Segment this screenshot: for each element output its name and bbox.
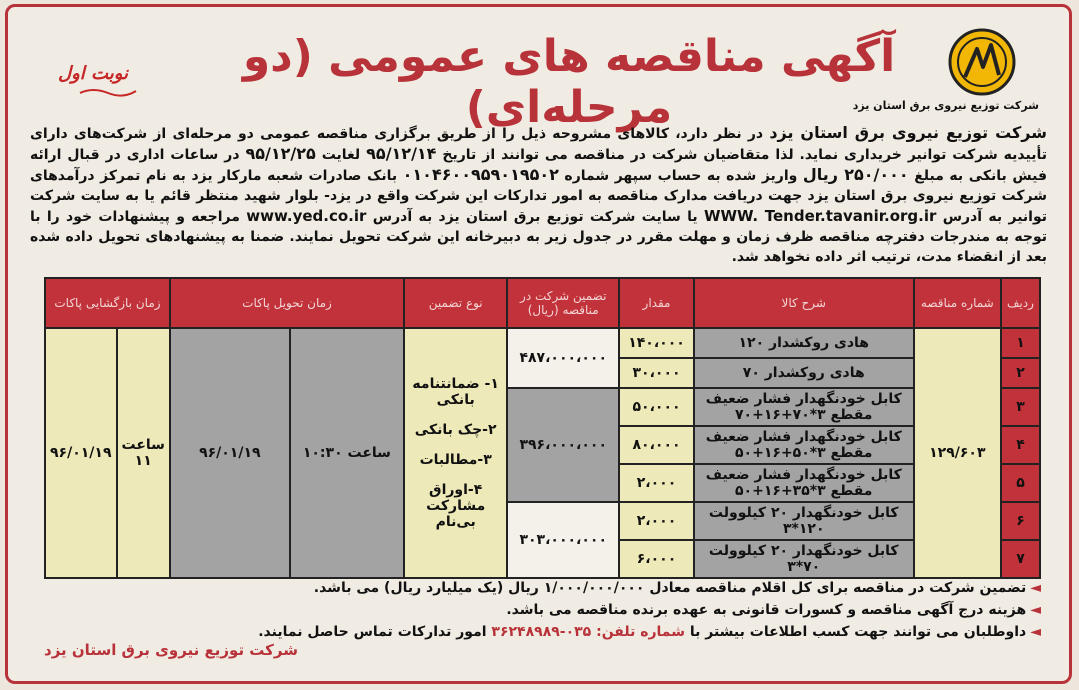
item-description: کابل خودنگهدار فشار ضعیف مقطع ۳*۳۵+۱۶+۵۰ <box>694 464 914 502</box>
intro-company: شرکت توزیع نیروی برق استان یزد <box>769 123 1047 142</box>
intro-text-4: واریز شده به حساب سپهر شماره <box>558 168 803 184</box>
date-to: ۹۵/۱۲/۲۵ <box>245 144 316 163</box>
header-guarantee-type: نوع تضمین <box>404 278 507 328</box>
tender-number: ۱۲۹/۶۰۳ <box>914 328 1001 578</box>
guarantee-amount: ۳۹۶،۰۰۰،۰۰۰ <box>507 388 619 502</box>
intro-text-6: یا سایت شرکت توزیع برق استان یزد به آدرس <box>366 209 704 225</box>
header-opening: زمان بازگشایی پاکات <box>45 278 170 328</box>
guarantee-amount: ۳۰۳،۰۰۰،۰۰۰ <box>507 502 619 578</box>
item-quantity: ۶،۰۰۰ <box>619 540 694 578</box>
bullet-icon: ◄ <box>1030 580 1041 596</box>
guarantee-amount: ۴۸۷،۰۰۰،۰۰۰ <box>507 328 619 388</box>
header-description: شرح کالا <box>694 278 914 328</box>
row-num: ۶ <box>1001 502 1040 540</box>
item-quantity: ۲،۰۰۰ <box>619 502 694 540</box>
header-delivery: زمان تحویل پاکات <box>170 278 404 328</box>
yed-site-link[interactable]: www.yed.co.ir <box>246 207 367 225</box>
tender-table <box>44 277 1041 579</box>
bullet-icon: ◄ <box>1030 624 1041 640</box>
badge-underline-icon <box>78 87 138 97</box>
date-from: ۹۵/۱۲/۱۴ <box>366 144 437 163</box>
footer-note <box>30 621 1041 643</box>
item-quantity: ۱۴۰،۰۰۰ <box>619 328 694 358</box>
item-description: هادی روکشدار ۱۲۰ <box>694 328 914 358</box>
fee-amount: ۲۵۰/۰۰۰ ریال <box>802 165 909 184</box>
guarantee-type-item: ۱- ضمانتنامه بانکی <box>412 376 499 408</box>
header-quantity: مقدار <box>619 278 694 328</box>
intro-text-7: مراجعه و پیشنهادات خود را با توجه به مندرجات دفترچه مناقصه ظرف زمان و مهلت مقرر در جدول زیر به دبیرخانه این شرکت تحویل نمایند. ضمنا به پیشنهادهای تحویل داده شده بعد از انقضاء مدت، ترتیب اثر داده نخواهد شد. <box>30 209 1047 265</box>
table-header-row <box>45 278 1040 328</box>
opening-time: ساعت ۱۱ <box>117 328 170 578</box>
intro-text-1: در نظر دارد، کالاهای مشروحه ذیل را از طریق برگزاری مناقصه عمومی دو مرحله‌ای از شرکت‌های دارای تأییدیه شرکت توانیر خریداری نماید. لذا متقاضیان شرکت در مناقصه می توانند از تاریخ <box>30 126 1047 163</box>
tavanir-site-link[interactable]: WWW. Tender.tavanir.org.ir <box>703 207 937 225</box>
footer-notes <box>30 577 1041 643</box>
company-logo-icon <box>947 27 1017 97</box>
row-num: ۱ <box>1001 328 1040 358</box>
intro-text-5: بانک صادرات شعبه مارکار یزد به نام تمرکز درآمدهای شرکت توزیع نیروی برق استان یزد جهت دریافت مدارک مناقصه به امور تدارکات این شرکت واقع در یزد- بلوار شهید منتظر قائم یا به سایت شرکت توانیر به آدرس <box>30 168 1047 225</box>
header-tender-no: شماره مناقصه <box>914 278 1001 328</box>
item-description: هادی روکشدار ۷۰ <box>694 358 914 388</box>
row-num: ۷ <box>1001 540 1040 578</box>
footer-note <box>30 599 1041 621</box>
signature: شرکت توزیع نیروی برق استان یزد <box>44 641 298 659</box>
opening-date: ۹۶/۰۱/۱۹ <box>45 328 117 578</box>
item-quantity: ۲،۰۰۰ <box>619 464 694 502</box>
delivery-time: ساعت ۱۰:۳۰ <box>290 328 404 578</box>
footer-note-text: هزینه درج آگهی مناقصه و کسورات قانونی به عهده برنده مناقصه می باشد. <box>506 602 1027 618</box>
phone-number[interactable]: شماره تلفن: ۰۳۵-۳۶۲۴۸۹۸۹ <box>491 624 685 640</box>
guarantee-types <box>404 328 507 578</box>
table-row <box>45 328 1040 358</box>
item-quantity: ۵۰،۰۰۰ <box>619 388 694 426</box>
header-guarantee: تضمین شرکت در مناقصه (ریال) <box>507 278 619 328</box>
tender-notice <box>5 4 1072 684</box>
guarantee-type-item: ۳-مطالبات <box>419 452 492 468</box>
intro-text-2: لغایت <box>315 147 367 163</box>
row-num: ۲ <box>1001 358 1040 388</box>
item-quantity: ۳۰،۰۰۰ <box>619 358 694 388</box>
footer-note <box>30 577 1041 599</box>
row-num: ۳ <box>1001 388 1040 426</box>
item-quantity: ۸۰،۰۰۰ <box>619 426 694 464</box>
guarantee-type-item: ۲-چک بانکی <box>414 422 497 438</box>
row-num: ۵ <box>1001 464 1040 502</box>
header-row-num: ردیف <box>1001 278 1040 328</box>
item-description: کابل خودنگهدار فشار ضعیف مقطع ۳*۵۰+۱۶+۵۰ <box>694 426 914 464</box>
footer-note-text: داوطلبان می توانند جهت کسب اطلاعات بیشتر با <box>684 624 1027 640</box>
company-name-small: شرکت توزیع نیروی برق استان یزد <box>852 99 1039 112</box>
page-title: آگهی مناقصه های عمومی (دو مرحله‌ای) <box>242 31 896 133</box>
bullet-icon: ◄ <box>1030 602 1041 618</box>
item-description: کابل خودنگهدار ۲۰ کیلوولت ۱۲۰*۳ <box>694 502 914 540</box>
delivery-date: ۹۶/۰۱/۱۹ <box>170 328 290 578</box>
footer-note-text: تضمین شرکت در مناقصه برای کل اقلام مناقصه معادل ۱/۰۰۰/۰۰۰/۰۰۰ ریال (یک میلیارد ریال) می باشد. <box>313 580 1027 596</box>
intro-text-3: در ساعات اداری در قبال ارائه فیش بانکی به مبلغ <box>30 147 1048 184</box>
intro-paragraph <box>30 123 1047 267</box>
account-number: ۰۱۰۴۶۰۰۹۵۹۰۱۹۵۰۲ <box>402 165 559 184</box>
item-description: کابل خودنگهدار فشار ضعیف مقطع ۳*۷۰+۱۶+۷۰ <box>694 388 914 426</box>
header <box>8 13 1069 133</box>
item-description: کابل خودنگهدار ۲۰ کیلوولت ۷۰*۳ <box>694 540 914 578</box>
row-num: ۴ <box>1001 426 1040 464</box>
footer-note-text: امور تدارکات تماس حاصل نمایند. <box>258 624 492 640</box>
guarantee-type-item: ۴-اوراق مشارکت بی‌نام <box>426 482 486 530</box>
first-publication-badge: نوبت اول <box>58 63 129 84</box>
